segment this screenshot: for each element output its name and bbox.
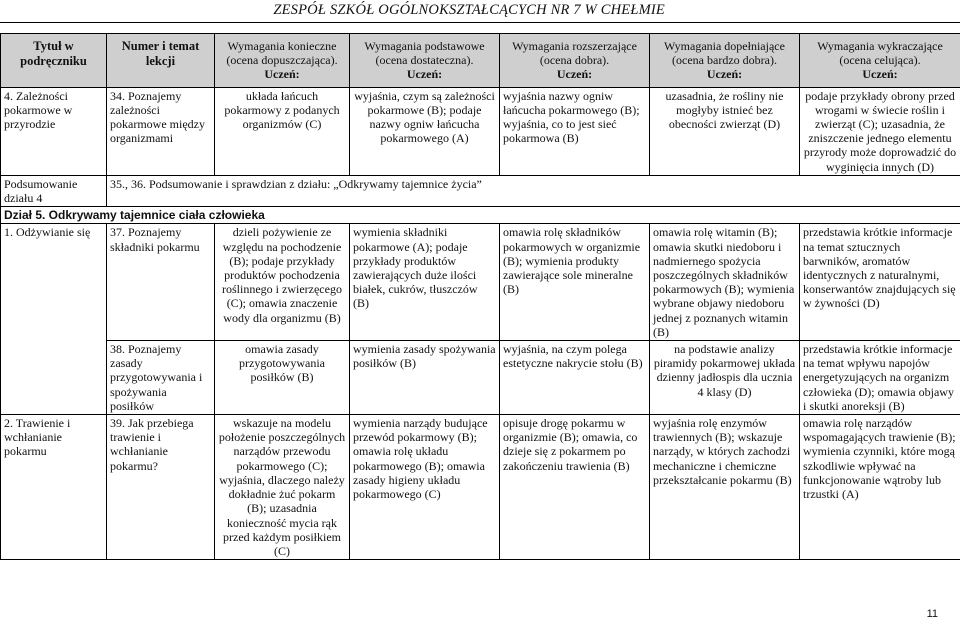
col-header-title: Tytuł w podręczniku (1, 34, 107, 88)
cell-req-complementary: uzasadnia, że rośliny nie mogłyby istnieć bez obecności zwierząt (D) (650, 87, 800, 175)
cell-req-extended: opisuje drogę pokarmu w organizmie (B); omawia, co dzieje się z pokarmem po zakończeniu trawienia (B) (500, 415, 650, 560)
cell-req-complementary: na podstawie analizy piramidy pokarmowej układa dzienny jadłospis dla ucznia 4 klasy (D) (650, 341, 800, 415)
section-label: Dział 5. Odkrywamy tajemnice ciała człowieka (1, 207, 960, 224)
cell-req-basic: wymienia narządy budujące przewód pokarmowy (B); omawia rolę układu pokarmowego (B); omawia zasady higieny układu pokarmowego (C) (350, 415, 500, 560)
cell-title: 2. Trawienie i wchłanianie pokarmu (1, 415, 107, 560)
cell-req-exceeding: przedstawia krótkie informacje na temat wpływu napojów energetyzujących na organizm człowieka (D); omawia objawy i skutki anoreksji (B) (800, 341, 960, 415)
table-row (1, 415, 960, 560)
cell-req-necessary: układa łańcuch pokarmowy z podanych organizmów (C) (215, 87, 350, 175)
col-header-necessary: Wymagania konieczne (ocena dopuszczająca). Uczeń: (215, 34, 350, 88)
cell-summary: 35., 36. Podsumowanie i sprawdzian z działu: „Odkrywamy tajemnice życia” (107, 175, 960, 206)
col-header-exceeding: Wymagania wykraczające (ocena celująca). Uczeń: (800, 34, 960, 88)
cell-title: 4. Zależności pokarmowe w przyrodzie (1, 87, 107, 175)
cell-lesson: 37. Poznajemy składniki pokarmu (107, 224, 215, 341)
cell-lesson: 34. Poznajemy zależności pokarmowe między organizmami (107, 87, 215, 175)
cell-req-basic: wymienia składniki pokarmowe (A); podaje przykłady produktów zawierających duże ilości białek, cukrów, tłuszczów (B) (350, 224, 500, 341)
cell-req-extended: wyjaśnia nazwy ogniw łańcucha pokarmowego (B); wyjaśnia, co to jest sieć pokarmowa (B) (500, 87, 650, 175)
requirements-table (0, 33, 960, 560)
cell-req-basic: wyjaśnia, czym są zależności pokarmowe (B); podaje nazwy ogniw łańcucha pokarmowego (A) (350, 87, 500, 175)
cell-req-extended: wyjaśnia, na czym polega estetyczne nakrycie stołu (B) (500, 341, 650, 415)
cell-req-extended: omawia rolę składników pokarmowych w organizmie (B); wymienia produkty zawierające sole mineralne (B) (500, 224, 650, 341)
cell-req-necessary: omawia zasady przygotowywania posiłków (B) (215, 341, 350, 415)
cell-req-exceeding: podaje przykłady obrony przed wrogami w świecie roślin i zwierząt (C); uzasadnia, że zniszczenie jednego elementu przyrody może doprowadzić do wyginięcia innych (D) (800, 87, 960, 175)
cell-title: 1. Odżywianie się (1, 224, 107, 415)
col-header-basic: Wymagania podstawowe (ocena dostateczna). Uczeń: (350, 34, 500, 88)
section-row (1, 207, 960, 224)
page-number: 11 (926, 608, 938, 620)
cell-req-exceeding: przedstawia krótkie informacje na temat sztucznych barwników, aromatów identycznych z naturalnymi, konserwantów znajdujących się w żywności (D) (800, 224, 960, 341)
cell-req-basic: wymienia zasady spożywania posiłków (B) (350, 341, 500, 415)
cell-req-necessary: dzieli pożywienie ze względu na pochodzenie (B); podaje przykłady produktów pochodzenia roślinnego i zwierzęcego (C); omawia znaczenie wody dla organizmu (B) (215, 224, 350, 341)
table-row (1, 224, 960, 341)
cell-title: Podsumowanie działu 4 (1, 175, 107, 206)
school-name-header: ZESPÓŁ SZKÓŁ OGÓLNOKSZTAŁCĄCYCH NR 7 W CHEŁMIE (273, 2, 665, 18)
cell-req-exceeding: omawia rolę narządów wspomagających trawienie (B); wymienia czynniki, które mogą szkodliwie wpływać na funkcjonowanie wątroby lub trzustki (A) (800, 415, 960, 560)
summary-row (1, 175, 960, 206)
cell-lesson: 39. Jak przebiega trawienie i wchłanianie pokarmu? (107, 415, 215, 560)
header-rule (0, 22, 960, 23)
table-row (1, 87, 960, 175)
cell-lesson: 38. Poznajemy zasady przygotowywania i spożywania posiłków (107, 341, 215, 415)
col-header-complementary: Wymagania dopełniające (ocena bardzo dobra). Uczeń: (650, 34, 800, 88)
col-header-lesson: Numer i temat lekcji (107, 34, 215, 88)
cell-req-complementary: wyjaśnia rolę enzymów trawiennych (B); wskazuje narządy, w których zachodzi mechaniczne i chemiczne przekształcanie pokarmu (B) (650, 415, 800, 560)
cell-req-complementary: omawia rolę witamin (B); omawia skutki niedoboru i nadmiernego spożycia poszczególnych składników pokarmowych (B); wymienia wybrane objawy niedoboru jednej z poznanych witamin (B) (650, 224, 800, 341)
table-header-row (1, 34, 960, 88)
col-header-extended: Wymagania rozszerzające (ocena dobra). Uczeń: (500, 34, 650, 88)
document-header (0, 0, 960, 24)
cell-req-necessary: wskazuje na modelu położenie poszczególnych narządów przewodu pokarmowego (C); wyjaśnia, dlaczego należy dokładnie żuć pokarm (B); uzasadnia konieczność mycia rąk przed każdym posiłkiem (C) (215, 415, 350, 560)
table-row (1, 341, 960, 415)
